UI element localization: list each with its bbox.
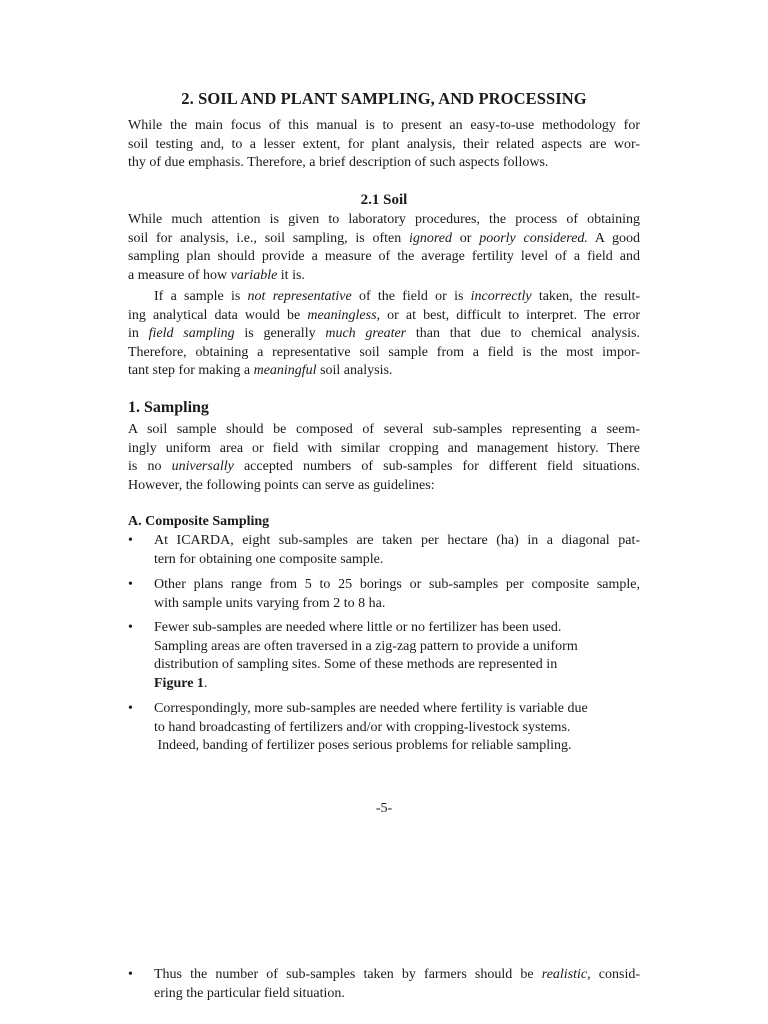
bullet-dot: • [128, 701, 133, 716]
chapter-title: 2. SOIL AND PLANT SAMPLING, AND PROCESSING [181, 89, 587, 108]
bullet-item-1: • At ICARDA, eight sub-samples are taken per hectare (ha) in a diagonal pat- tern for obtaining one composite sample. [128, 533, 640, 567]
page-number: -5- [375, 801, 393, 816]
soil-paragraph-2: If a sample is not representative of the field or is incorrectly taken, the result- ing analytical data would be meaningless, or at best, difficult to interpret. The error in field sampling is generally much greater than that due to chemical analysis. Therefore, obtaining a representative soil sample from a field is the most impor- tant step for making a meaningful soil analysis. [128, 289, 641, 379]
bullet-item-3: • Fewer sub-samples are needed where little or no fertilizer has been used. Sampling areas are often traversed in a zig-zag pattern to provide a uniform distribution of sampling sites. Some of these methods are represented in Figure 1. [128, 620, 578, 691]
bullet-item-5: • Thus the number of sub-samples taken by farmers should be realistic, consid- ering the particular field situation. [128, 967, 640, 1001]
bullet-dot: • [128, 533, 133, 548]
soil-paragraph-1: While much attention is given to laboratory procedures, the process of obtaining soil for analysis, i.e., soil sampling, is often ignored or poorly considered. A good sampling plan should provide a measure of the average fertility level of a field and a measure of how variable it is. [128, 212, 640, 283]
bullet-dot: • [128, 967, 133, 982]
bullet-dot: • [128, 577, 133, 592]
bullet-dot: • [128, 620, 133, 635]
composite-sampling-heading: A. Composite Sampling [128, 514, 270, 529]
section-heading-soil: 2.1 Soil [360, 192, 408, 208]
subsection-heading-sampling: 1. Sampling [128, 399, 209, 416]
bullet-item-4: • Correspondingly, more sub-samples are needed where fertility is variable due to hand broadcasting of fertilizers and/or with cropping-livestock systems. Indeed, banding of fertilizer poses serious problems for reliable sampling. [128, 701, 588, 754]
intro-paragraph: While the main focus of this manual is to present an easy-to-use methodology for soil testing and, to a lesser extent, for plant analysis, their related aspects are wor- thy of due emphasis. Therefore, a brief description of such aspects follows. [128, 118, 640, 171]
bullet-item-2: • Other plans range from 5 to 25 borings or sub-samples per composite sample, with sample units varying from 2 to 8 ha. [128, 577, 640, 611]
sampling-paragraph: A soil sample should be composed of several sub-samples representing a seem- ingly uniform area or field with similar cropping and management history. There is no universally accepted numbers of sub-samples for different field situations. However, the following points can serve as guidelines: [128, 422, 641, 493]
